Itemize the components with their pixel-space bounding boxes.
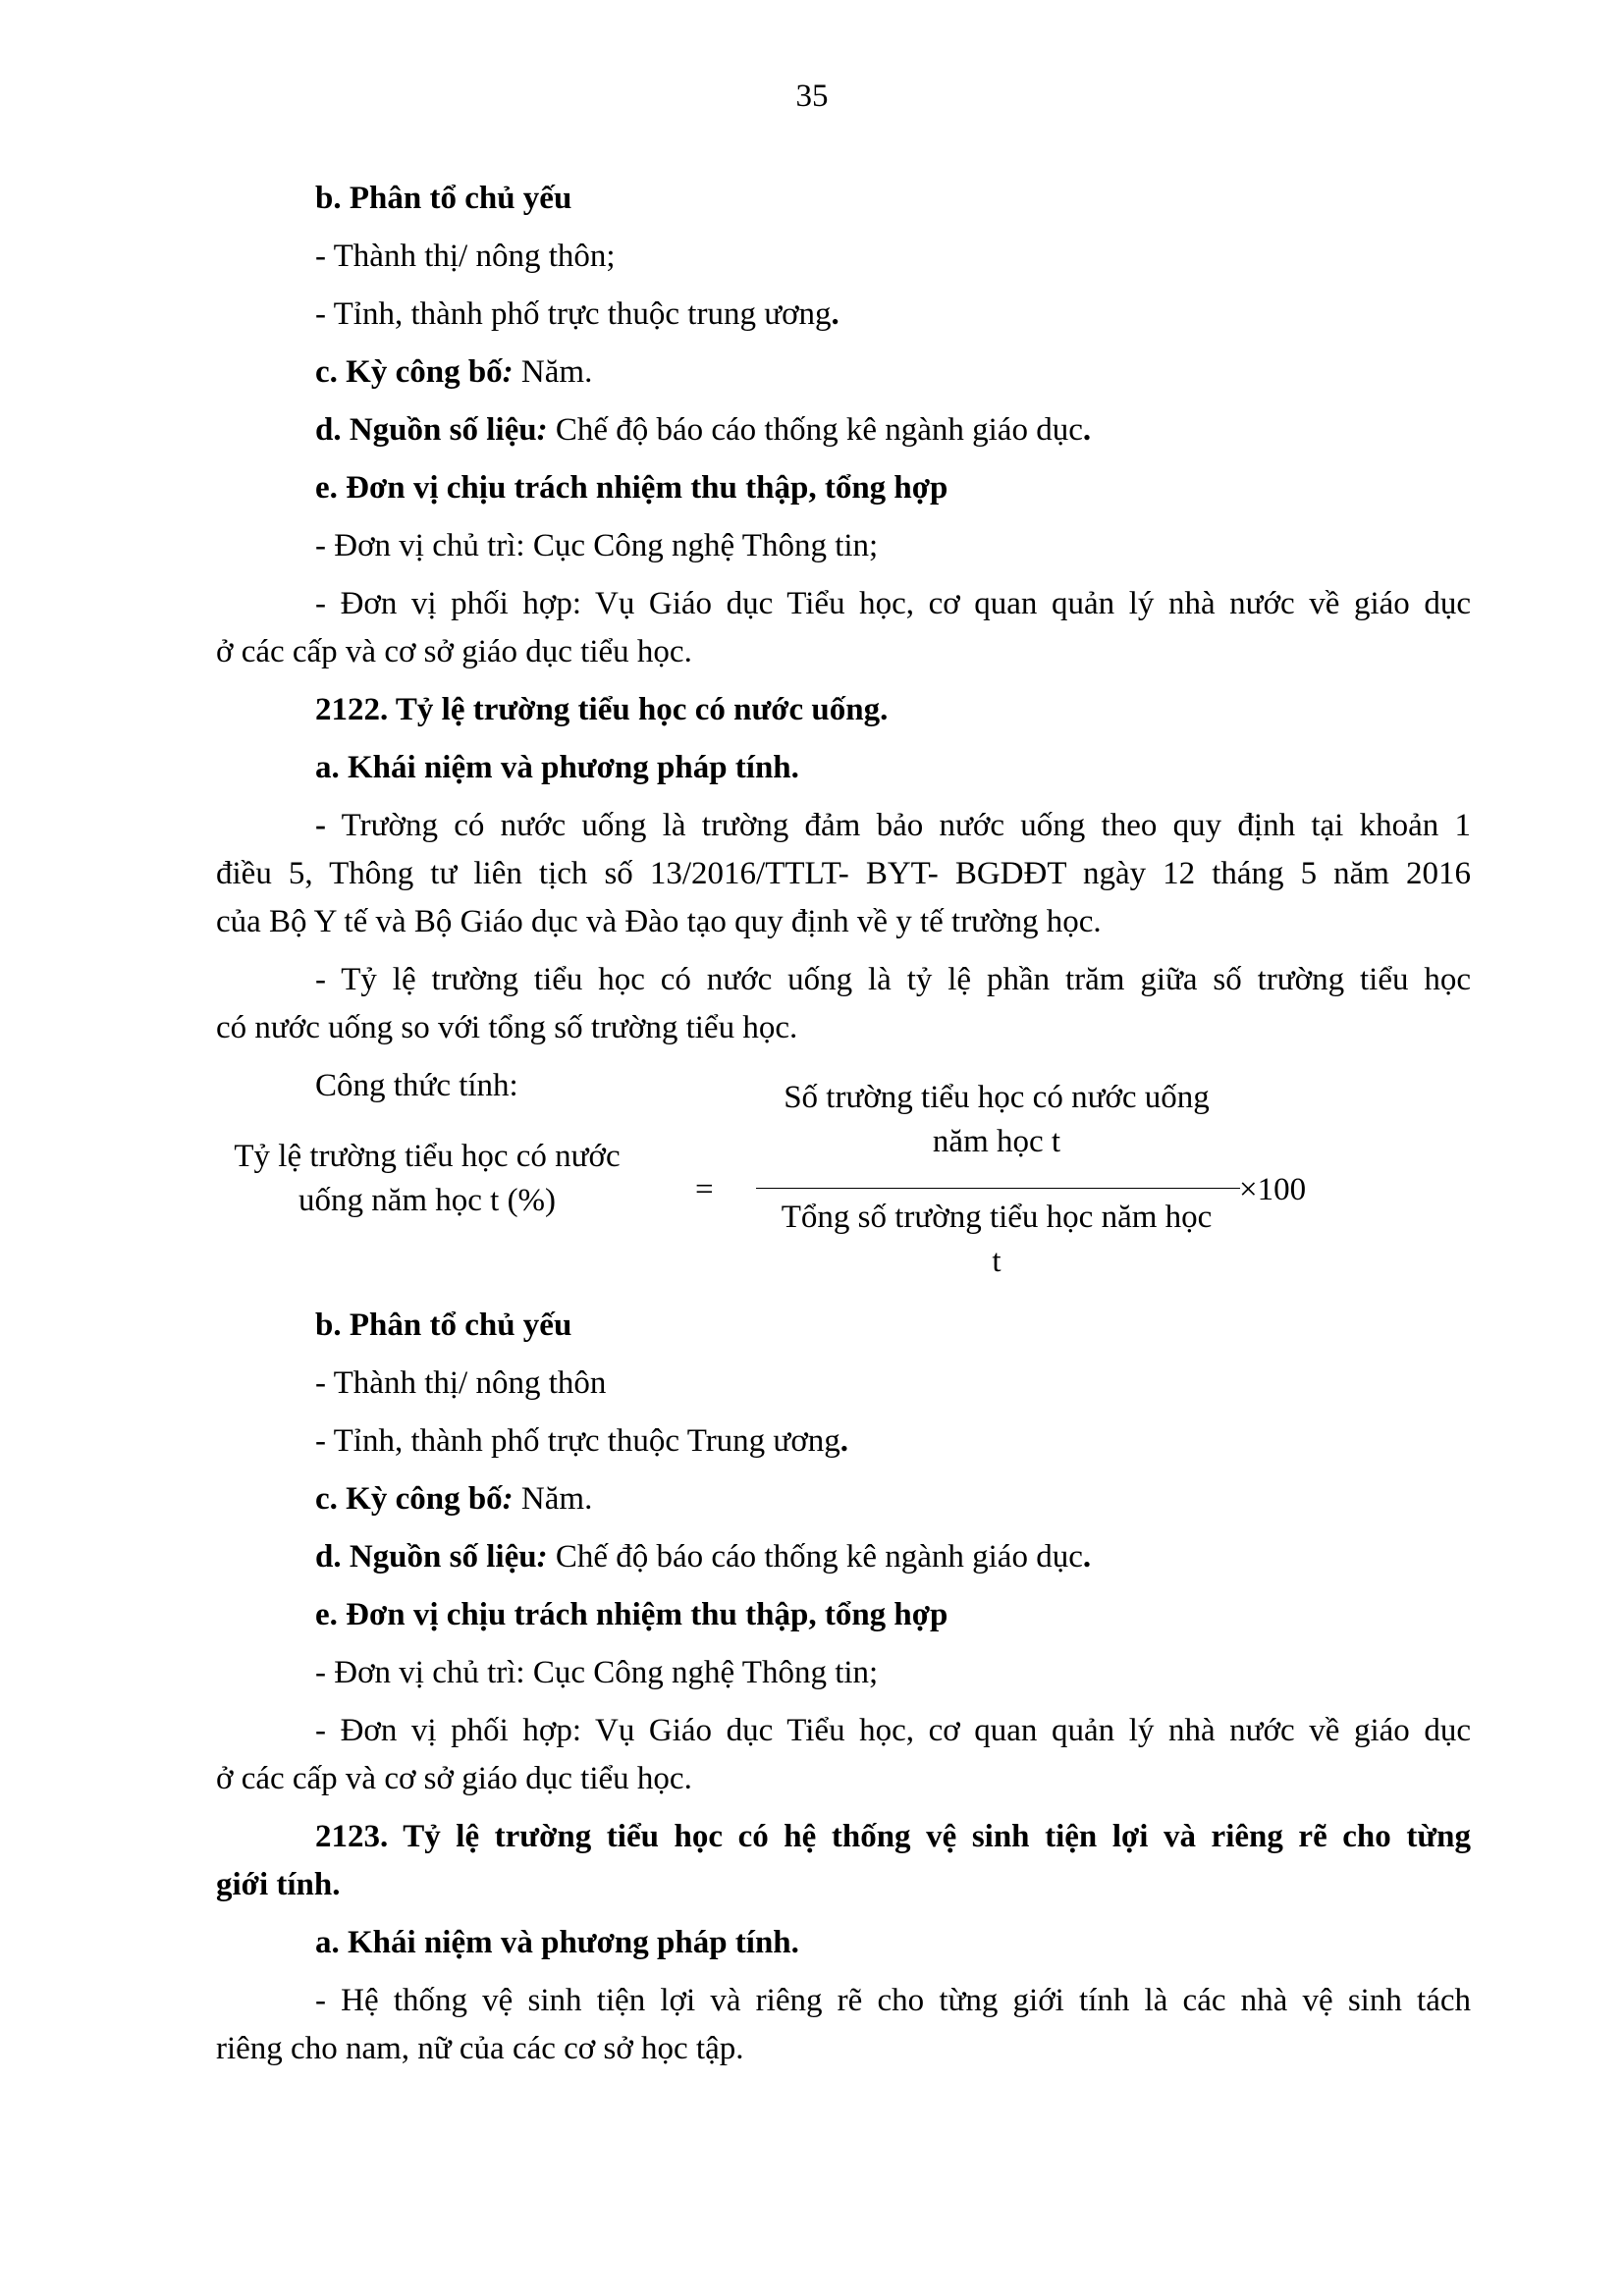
equals-sign: = <box>695 1172 714 1207</box>
paragraph-line: riêng cho nam, nữ của các cơ sở học tập. <box>216 2031 744 2066</box>
section-b-heading: b. Phân tổ chủ yếu <box>315 181 572 216</box>
formula-numerator: Số trường tiểu học có nước uống năm học t <box>784 1080 1210 1159</box>
indicator-title-2123: 2123. Tỷ lệ trường tiểu học có hệ thống vệ sinh tiện lợi và riêng rẽ cho từng <box>315 1819 1471 1854</box>
indicator-title-2123-cont: giới tính. <box>216 1867 341 1902</box>
formula-lhs: Tỷ lệ trường tiểu học có nước uống năm học t (%) <box>234 1139 621 1218</box>
list-item: - Đơn vị chủ trì: Cục Công nghệ Thông tin; <box>315 1655 879 1690</box>
paragraph-line: - Tỷ lệ trường tiểu học có nước uống là tỷ lệ phần trăm giữa số trường tiểu học <box>315 962 1471 997</box>
section-c-line: c. Kỳ công bố: Năm. <box>315 1481 593 1517</box>
multiplier: ×100 <box>1239 1172 1307 1207</box>
indicator-title-2122: 2122. Tỷ lệ trường tiểu học có nước uống. <box>315 692 889 727</box>
fraction-bar <box>756 1188 1240 1189</box>
paragraph-line: - Hệ thống vệ sinh tiện lợi và riêng rẽ cho từng giới tính là các nhà vệ sinh tách <box>315 1983 1471 2018</box>
section-c-heading: c. Kỳ công bố <box>315 354 503 390</box>
list-item: - Đơn vị chủ trì: Cục Công nghệ Thông tin; <box>315 528 879 563</box>
section-e-heading: e. Đơn vị chịu trách nhiệm thu thập, tổng hợp <box>315 1597 948 1632</box>
paragraph-line: có nước uống so với tổng số trường tiểu học. <box>216 1010 798 1045</box>
section-a-heading: a. Khái niệm và phương pháp tính. <box>315 750 799 785</box>
paragraph-line: - Trường có nước uống là trường đảm bảo nước uống theo quy định tại khoản 1 <box>315 808 1471 843</box>
list-item: - Thành thị/ nông thôn <box>315 1365 607 1401</box>
paragraph-line: ở các cấp và cơ sở giáo dục tiểu học. <box>216 1761 692 1796</box>
paragraph-line: - Đơn vị phối hợp: Vụ Giáo dục Tiểu học, cơ quan quản lý nhà nước về giáo dục <box>315 1713 1471 1748</box>
page-number: 35 <box>795 79 829 114</box>
section-c-line: c. Kỳ công bố: Năm. <box>315 354 593 390</box>
section-d-heading: d. Nguồn số liệu <box>315 412 537 448</box>
paragraph-line: - Đơn vị phối hợp: Vụ Giáo dục Tiểu học, cơ quan quản lý nhà nước về giáo dục <box>315 586 1471 621</box>
section-b-heading: b. Phân tổ chủ yếu <box>315 1308 572 1343</box>
paragraph-line: của Bộ Y tế và Bộ Giáo dục và Đào tạo quy định về y tế trường học. <box>216 904 1102 939</box>
formula-denominator: Tổng số trường tiểu học năm học t <box>781 1200 1213 1279</box>
section-d-heading: d. Nguồn số liệu <box>315 1539 537 1575</box>
paragraph-line: ở các cấp và cơ sở giáo dục tiểu học. <box>216 634 692 669</box>
section-d-line: d. Nguồn số liệu: Chế độ báo cáo thống kê ngành giáo dục. <box>315 412 1092 448</box>
list-item: - Thành thị/ nông thôn; <box>315 239 616 274</box>
list-item: - Tỉnh, thành phố trực thuộc Trung ương. <box>315 1423 849 1459</box>
list-item: - Tỉnh, thành phố trực thuộc trung ương. <box>315 296 839 332</box>
section-a-heading: a. Khái niệm và phương pháp tính. <box>315 1925 799 1960</box>
formula-label: Công thức tính: <box>315 1068 518 1103</box>
section-e-heading: e. Đơn vị chịu trách nhiệm thu thập, tổng hợp <box>315 470 948 506</box>
section-c-heading: c. Kỳ công bố <box>315 1481 503 1517</box>
paragraph-line: điều 5, Thông tư liên tịch số 13/2016/TTLT- BYT- BGDĐT ngày 12 tháng 5 năm 2016 <box>216 856 1471 891</box>
section-d-line: d. Nguồn số liệu: Chế độ báo cáo thống kê ngành giáo dục. <box>315 1539 1092 1575</box>
